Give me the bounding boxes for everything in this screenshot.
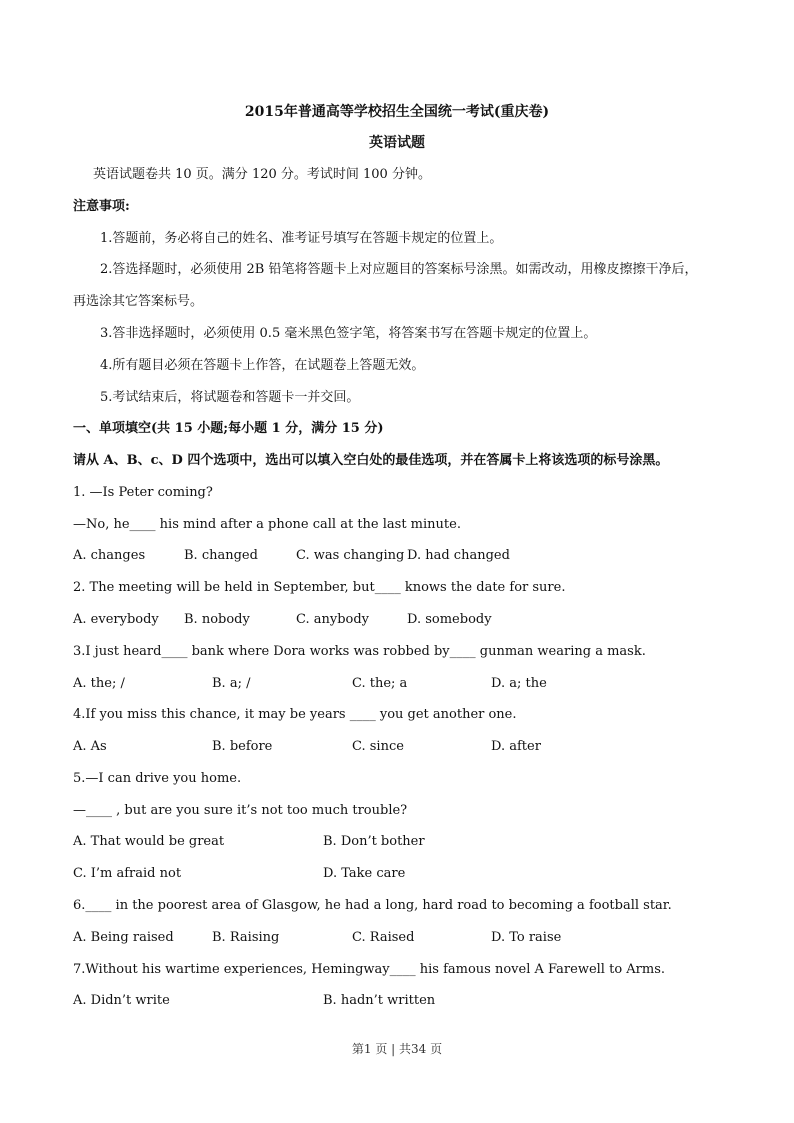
option: A. everybody — [73, 612, 159, 627]
option: A. Being raised — [73, 930, 174, 945]
note-item: 4.所有题目必须在答题卡上作答，在试题卷上答题无效。 — [100, 358, 425, 373]
option: A. As — [73, 739, 107, 754]
note-item: 再选涂其它答案标号。 — [73, 294, 204, 309]
option: D. had changed — [407, 548, 510, 563]
page-footer: 第1 页 | 共34 页 — [351, 1042, 443, 1056]
option: A. the; / — [73, 676, 125, 691]
note-item: 1.答题前，务必将自己的姓名、准考证号填写在答题卡规定的位置上。 — [100, 231, 503, 246]
option: C. the; a — [352, 676, 408, 691]
option: B. Don’t bother — [323, 834, 425, 849]
option: D. Take care — [323, 866, 406, 881]
option: C. was changing — [296, 548, 405, 563]
page-title: 2015年普通高等学校招生全国统一考试(重庆卷) — [244, 104, 550, 120]
note-item: 2.答选择题时，必须使用 2B 铅笔将答题卡上对应题目的答案标号涂黑。如需改动，用橡皮擦擦干净后， — [100, 262, 698, 277]
question-stem: 2. The meeting will be held in September, but____ knows the date for sure. — [73, 580, 566, 595]
question-stem: 7.Without his wartime experiences, Hemingway____ his famous novel A Farewell to Arms. — [73, 962, 666, 977]
notes-heading: 注意事项: — [73, 199, 130, 214]
option: C. anybody — [296, 612, 370, 627]
option: A. changes — [73, 548, 146, 563]
option: C. Raised — [352, 930, 415, 945]
question-stem: 5.—I can drive you home. — [73, 771, 242, 786]
option: C. I’m afraid not — [73, 866, 182, 881]
option: B. nobody — [184, 612, 250, 627]
question-stem: 4.If you miss this chance, it may be years ____ you get another one. — [73, 707, 517, 722]
option: B. changed — [184, 548, 258, 563]
option: D. a; the — [491, 676, 547, 691]
option: D. after — [491, 739, 541, 754]
question-stem: 6.____ in the poorest area of Glasgow, he had a long, hard road to becoming a football star. — [73, 898, 672, 913]
option: B. hadn’t written — [323, 993, 436, 1008]
note-item: 5.考试结束后，将试题卷和答题卡一并交回。 — [100, 390, 360, 405]
question-stem: 1. —Is Peter coming? — [73, 485, 213, 500]
question-stem: —No, he____ his mind after a phone call at the last minute. — [73, 517, 461, 532]
option: D. To raise — [491, 930, 562, 945]
option: C. since — [352, 739, 404, 754]
option: B. Raising — [212, 930, 280, 945]
section-instruction: 请从 A、B、c、D 四个选项中，选出可以填入空白处的最佳选项，并在答属卡上将该选项的标号涂黑。 — [73, 453, 669, 468]
option: A. That would be great — [73, 834, 225, 849]
section-heading: 一、单项填空(共 15 小题;每小题 1 分，满分 15 分) — [73, 421, 384, 436]
option: D. somebody — [407, 612, 492, 627]
option: B. a; / — [212, 676, 251, 691]
option: A. Didn’t write — [73, 993, 170, 1008]
question-stem: 3.I just heard____ bank where Dora works was robbed by____ gunman wearing a mask. — [73, 644, 646, 659]
option: B. before — [212, 739, 273, 754]
exam-intro: 英语试题卷共 10 页。满分 120 分。考试时间 100 分钟。 — [93, 167, 431, 182]
note-item: 3.答非选择题时，必须使用 0.5 毫米黑色签字笔，将答案书写在答题卡规定的位置上。 — [100, 326, 597, 341]
page-subtitle: 英语试题 — [369, 135, 425, 151]
question-stem: —____ , but are you sure it’s not too much trouble? — [73, 803, 408, 818]
